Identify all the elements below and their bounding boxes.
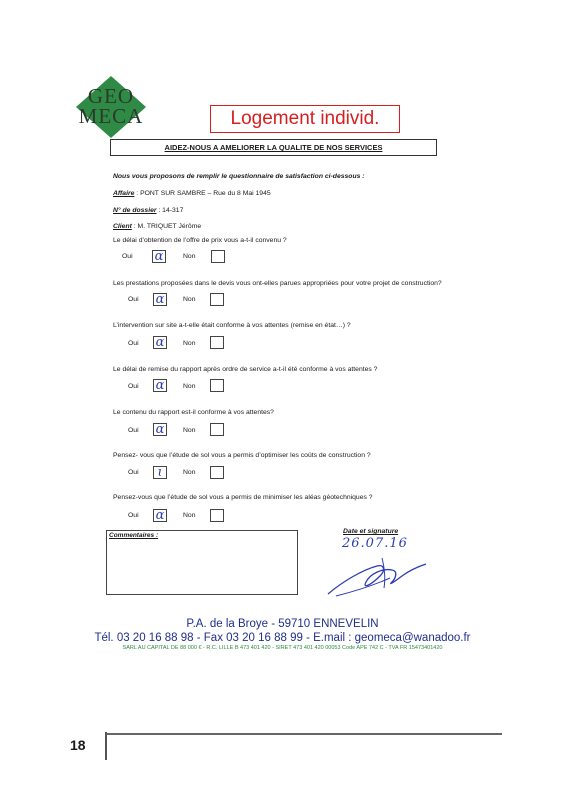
yes-label: Oui [128, 383, 139, 390]
field-value: : PONT SUR SAMBRE – Rue du 8 Mai 1945 [134, 190, 271, 197]
logo-line-2: MECA [78, 104, 144, 128]
question-5: Le contenu du rapport est-il conforme à vos attentes? [113, 409, 274, 416]
no-checkbox[interactable] [211, 250, 225, 263]
company-legal: SARL AU CAPITAL DE 88 000 € - R.C. LILLE B 473 401 420 - SIRET 473 401 420 00053 Code APE 742 C - TVA FR 15473401420 [122, 645, 443, 651]
question-3: L’intervention sur site a-t-elle était conforme à vos attentes (remise en état…) ? [113, 322, 351, 329]
handwritten-date: 26.07.16 [342, 536, 408, 551]
checkmark: ɑ [155, 508, 165, 523]
field-value: : 14-317 [156, 207, 184, 214]
yes-label: Oui [128, 340, 139, 347]
question-6: Pensez- vous que l’étude de sol vous a permis d’optimiser les coûts de construction ? [113, 452, 371, 459]
field-label: Affaire [113, 190, 135, 197]
yes-checkbox[interactable] [153, 509, 167, 522]
form-title: AIDEZ-NOUS A AMELIORER LA QUALITE DE NOS SERVICES [110, 139, 437, 156]
page-number: 18 [70, 737, 86, 753]
signature [322, 552, 432, 602]
field-label: N° de dossier [113, 207, 157, 214]
logo-line-1: GEO [87, 84, 135, 108]
checkmark: ɩ [157, 465, 163, 480]
no-checkbox[interactable] [210, 423, 224, 436]
checkmark: ɑ [155, 292, 165, 307]
field-dossier [113, 207, 183, 214]
checkmark: ɑ [155, 422, 165, 437]
question-2: Les prestations proposées dans le devis vous ont-elles parues appropriées pour votre projet de construction? [113, 280, 442, 287]
no-checkbox[interactable] [210, 336, 224, 349]
comments-label: Commentaires : [109, 532, 159, 539]
field-value: : M. TRIQUET Jérôme [131, 223, 202, 230]
yes-label: Oui [128, 512, 139, 519]
no-label: Non [183, 253, 196, 260]
no-label: Non [183, 427, 196, 434]
date-signature-label: Date et signature [343, 528, 399, 535]
yes-label: Oui [122, 253, 133, 260]
question-7: Pensez-vous que l’étude de sol vous a permis de minimiser les aléas géotechniques ? [113, 494, 373, 501]
geomeca-logo [72, 76, 150, 138]
no-label: Non [183, 340, 196, 347]
no-checkbox[interactable] [210, 509, 224, 522]
yes-label: Oui [128, 469, 139, 476]
checkmark: ɑ [155, 378, 165, 393]
no-checkbox[interactable] [210, 293, 224, 306]
page-number-separator [105, 732, 107, 760]
yes-checkbox[interactable] [152, 250, 166, 263]
yes-label: Oui [128, 427, 139, 434]
no-checkbox[interactable] [210, 466, 224, 479]
comments-box[interactable] [106, 530, 298, 595]
no-label: Non [183, 383, 196, 390]
field-affaire [113, 190, 271, 197]
checkmark: ɑ [155, 335, 165, 350]
yes-checkbox[interactable] [153, 379, 167, 392]
yes-checkbox[interactable] [153, 466, 167, 479]
intro-text: Nous vous proposons de remplir le questionnaire de satisfaction ci-dessous : [113, 173, 365, 180]
company-contact: Tél. 03 20 16 88 98 - Fax 03 20 16 88 99 - E.mail : geomeca@wanadoo.fr [94, 632, 471, 644]
field-label: Client [113, 223, 132, 230]
page-divider [105, 733, 502, 735]
no-label: Non [183, 512, 196, 519]
checkmark: ɑ [154, 249, 164, 264]
no-label: Non [183, 469, 196, 476]
housing-type-badge: Logement individ. [210, 105, 400, 133]
yes-checkbox[interactable] [153, 336, 167, 349]
company-address: P.A. de la Broye - 59710 ENNEVELIN [186, 618, 379, 630]
question-4: Le délai de remise du rapport après ordre de service a-t-il été conforme à vos attentes ? [113, 366, 378, 373]
yes-label: Oui [128, 296, 139, 303]
yes-checkbox[interactable] [153, 423, 167, 436]
question-1: Le délai d’obtention de l’offre de prix vous a-t-il convenu ? [113, 237, 287, 244]
no-label: Non [183, 296, 196, 303]
no-checkbox[interactable] [210, 379, 224, 392]
field-client [113, 223, 201, 230]
yes-checkbox[interactable] [153, 293, 167, 306]
